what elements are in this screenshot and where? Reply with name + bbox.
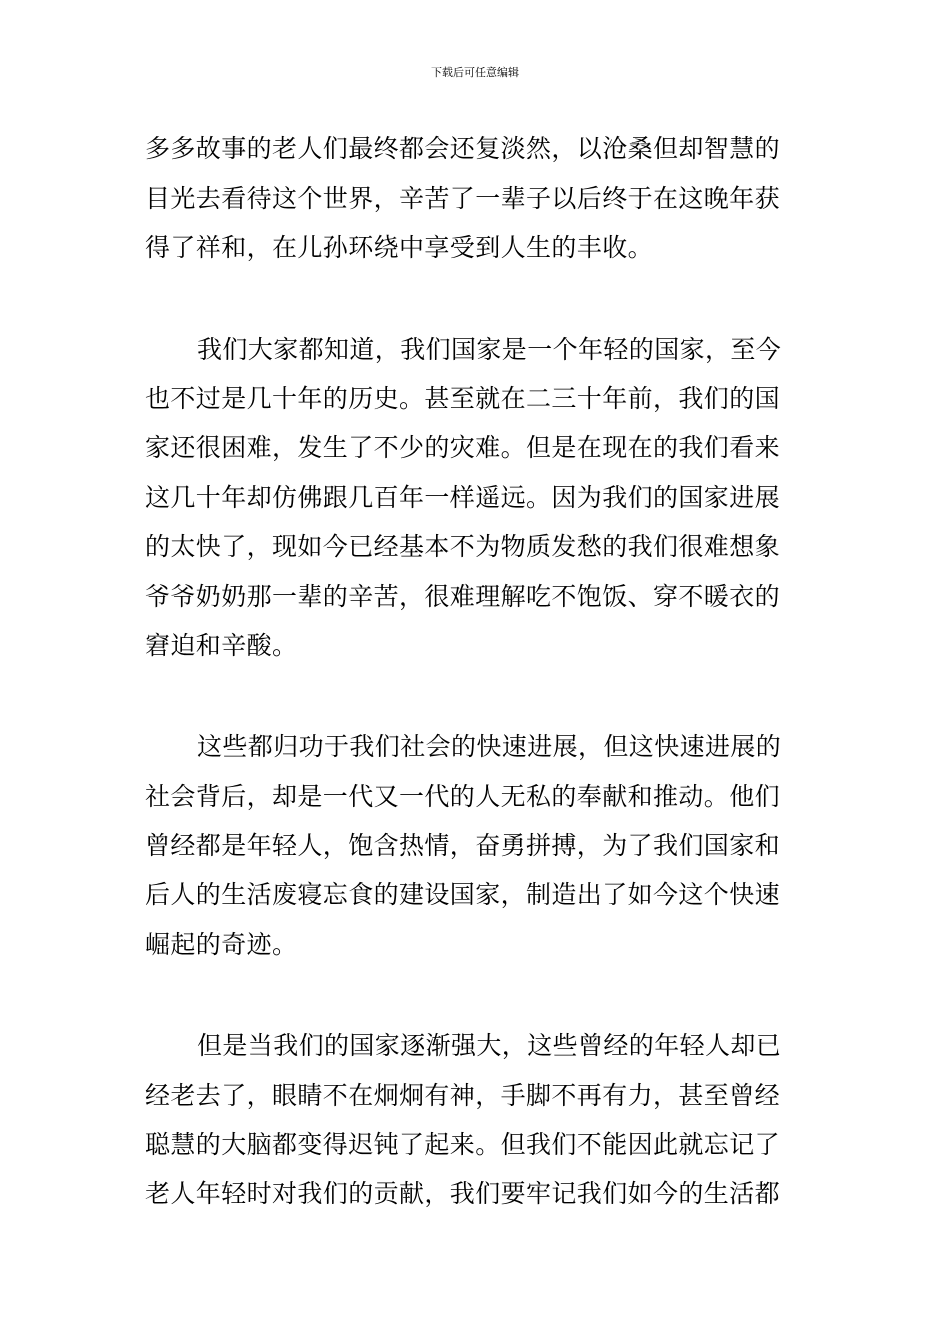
paragraph-3-line-1: 这些都归功于我们社会的快速进展，但这快速进展的 — [197, 732, 782, 761]
paragraph-2-line-1: 我们大家都知道，我们国家是一个年轻的国家，至今 — [197, 335, 782, 364]
paragraph-2-line-6: 爷爷奶奶那一辈的辛苦，很难理解吃不饱饭、穿不暖衣的 — [145, 582, 781, 611]
paragraph-3-line-5: 崛起的奇迹。 — [145, 930, 298, 959]
paragraph-4-line-4: 老人年轻时对我们的贡献，我们要牢记我们如今的生活都 — [145, 1179, 781, 1208]
paragraph-2-line-4: 这几十年却仿佛跟几百年一样遥远。因为我们的国家进展 — [145, 483, 781, 512]
paragraph-1-line-2: 目光去看待这个世界，辛苦了一辈子以后终于在这晚年获 — [145, 184, 781, 213]
paragraph-3-line-4: 后人的生活废寝忘食的建设国家，制造出了如今这个快速 — [145, 880, 781, 909]
paragraph-2-line-5: 的太快了，现如今已经基本不为物质发愁的我们很难想象 — [145, 532, 781, 561]
paragraph-2-line-7: 窘迫和辛酸。 — [145, 631, 298, 660]
paragraph-1-line-3: 得了祥和，在儿孙环绕中享受到人生的丰收。 — [145, 233, 654, 262]
paragraph-3-line-2: 社会背后，却是一代又一代的人无私的奉献和推动。他们 — [145, 782, 781, 811]
paragraph-1-line-1: 多多故事的老人们最终都会还复淡然，以沧桑但却智慧的 — [145, 134, 781, 163]
page-header: 下载后可任意编辑 — [431, 66, 519, 79]
paragraph-4-line-3: 聪慧的大脑都变得迟钝了起来。但我们不能因此就忘记了 — [145, 1130, 781, 1159]
paragraph-2-line-3: 家还很困难，发生了不少的灾难。但是在现在的我们看来 — [145, 433, 781, 462]
paragraph-3-line-3: 曾经都是年轻人，饱含热情，奋勇拼搏，为了我们国家和 — [145, 831, 781, 860]
paragraph-2-line-2: 也不过是几十年的历史。甚至就在二三十年前，我们的国 — [145, 384, 781, 413]
paragraph-4-line-2: 经老去了，眼睛不在炯炯有神，手脚不再有力，甚至曾经 — [145, 1081, 781, 1110]
paragraph-4-line-1: 但是当我们的国家逐渐强大，这些曾经的年轻人却已 — [197, 1031, 782, 1060]
